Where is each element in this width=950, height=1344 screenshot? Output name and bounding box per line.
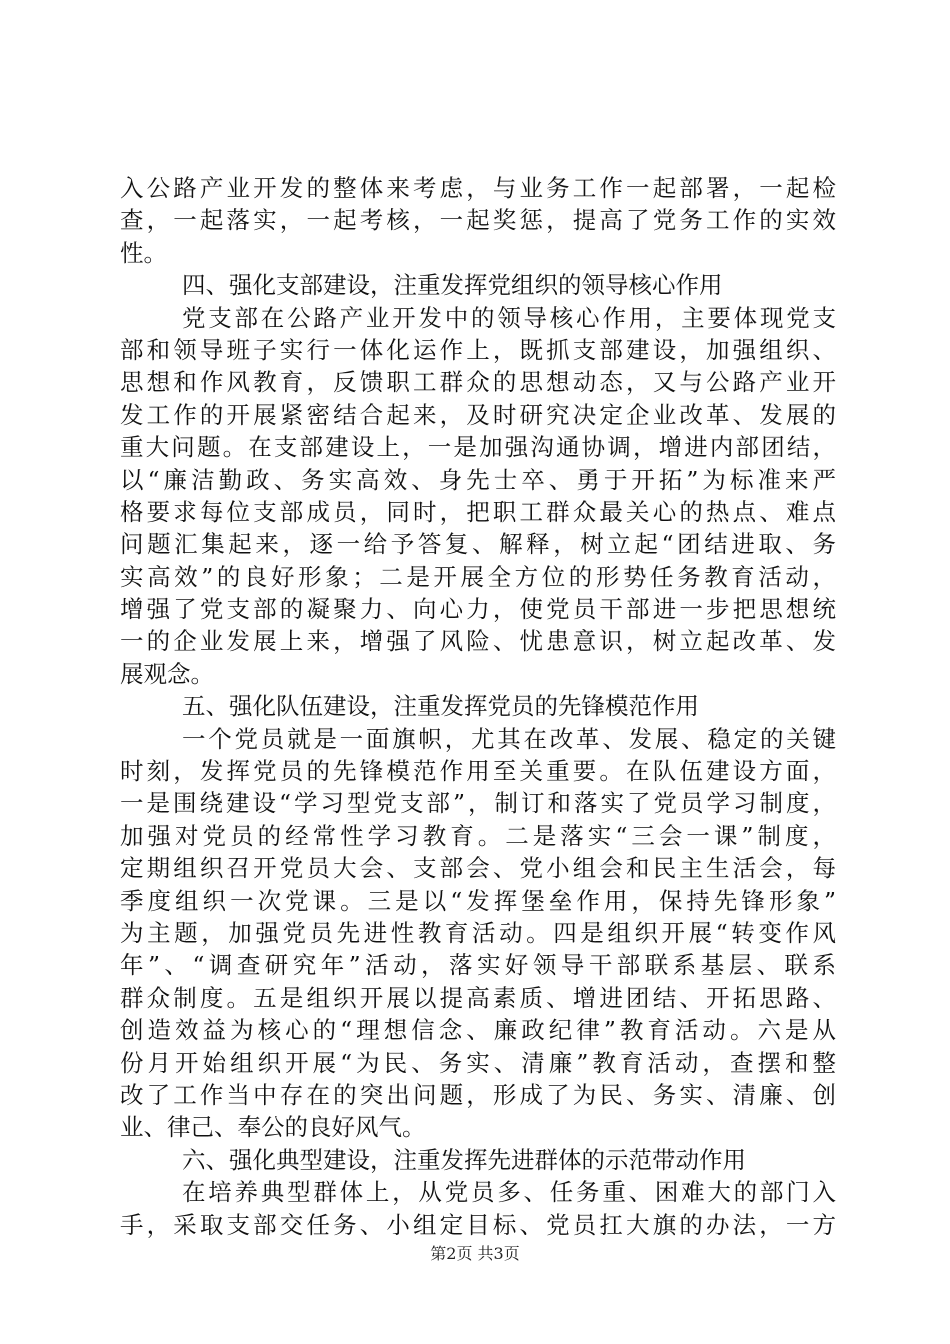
text-line: 展观念。 <box>120 659 214 688</box>
text-line: 以“廉洁勤政、务实高效、身先士卒、勇于开拓”为标准来严 <box>120 465 836 494</box>
text-line: 加强对党员的经常性学习教育。二是落实“三会一课”制度， <box>120 821 836 850</box>
text-line: 发工作的开展紧密结合起来，及时研究决定企业改革、发展的 <box>120 400 836 429</box>
text-line: 思想和作风教育，反馈职工群众的思想动态，又与公路产业开 <box>120 368 836 397</box>
text-line: 季度组织一次党课。三是以“发挥堡垒作用，保持先锋形象” <box>120 886 836 915</box>
text-line: 党支部在公路产业开发中的领导核心作用，主要体现党支 <box>182 303 836 332</box>
text-line: 创造效益为核心的“理想信念、廉政纪律”教育活动。六是从 <box>120 1016 836 1045</box>
text-line: 问题汇集起来，逐一给予答复、解释，树立起“团结进取、务 <box>120 530 836 559</box>
text-line: 四、强化支部建设，注重发挥党组织的领导核心作用 <box>182 271 723 300</box>
text-line: 入公路产业开发的整体来考虑，与业务工作一起部署，一起检 <box>120 174 836 202</box>
text-line: 六、强化典型建设，注重发挥先进群体的示范带动作用 <box>182 1145 746 1174</box>
text-line: 五、强化队伍建设，注重发挥党员的先锋模范作用 <box>182 692 699 721</box>
text-line: 定期组织召开党员大会、支部会、党小组会和民主生活会，每 <box>120 854 836 883</box>
text-line: 实高效”的良好形象；二是开展全方位的形势任务教育活动， <box>120 562 836 591</box>
page-number-footer: 第2页 共3页 <box>430 1244 520 1263</box>
text-line: 查，一起落实，一起考核，一起奖惩，提高了党务工作的实效 <box>120 206 836 235</box>
text-line: 份月开始组织开展“为民、务实、清廉”教育活动，查摆和整 <box>120 1048 836 1077</box>
text-line: 在培养典型群体上，从党员多、任务重、困难大的部门入 <box>182 1178 836 1207</box>
text-line: 为主题，加强党员先进性教育活动。四是组织开展“转变作风 <box>120 918 836 947</box>
document-body <box>120 172 836 1241</box>
text-line: 改了工作当中存在的突出问题，形成了为民、务实、清廉、创 <box>120 1080 836 1109</box>
text-line: 手，采取支部交任务、小组定目标、党员扛大旗的办法，一方 <box>120 1210 836 1239</box>
text-line: 时刻，发挥党员的先锋模范作用至关重要。在队伍建设方面， <box>120 757 836 786</box>
text-line: 部和领导班子实行一体化运作上，既抓支部建设，加强组织、 <box>120 335 836 364</box>
text-line: 年”、“调查研究年”活动，落实好领导干部联系基层、联系 <box>120 951 836 980</box>
text-line: 业、律己、奉公的良好风气。 <box>120 1113 426 1142</box>
text-line: 群众制度。五是组织开展以提高素质、增进团结、开拓思路、 <box>120 983 836 1012</box>
text-line: 一个党员就是一面旗帜，尤其在改革、发展、稳定的关键 <box>182 724 836 753</box>
text-line: 增强了党支部的凝聚力、向心力，使党员干部进一步把思想统 <box>120 595 836 624</box>
text-line: 一的企业发展上来，增强了风险、忧患意识，树立起改革、发 <box>120 627 836 656</box>
text-line: 一是围绕建设“学习型党支部”，制订和落实了党员学习制度， <box>120 789 836 818</box>
text-line: 性。 <box>120 238 167 267</box>
text-line: 重大问题。在支部建设上，一是加强沟通协调，增进内部团结， <box>120 433 836 462</box>
text-line: 格要求每位支部成员，同时，把职工群众最关心的热点、难点 <box>120 497 836 526</box>
